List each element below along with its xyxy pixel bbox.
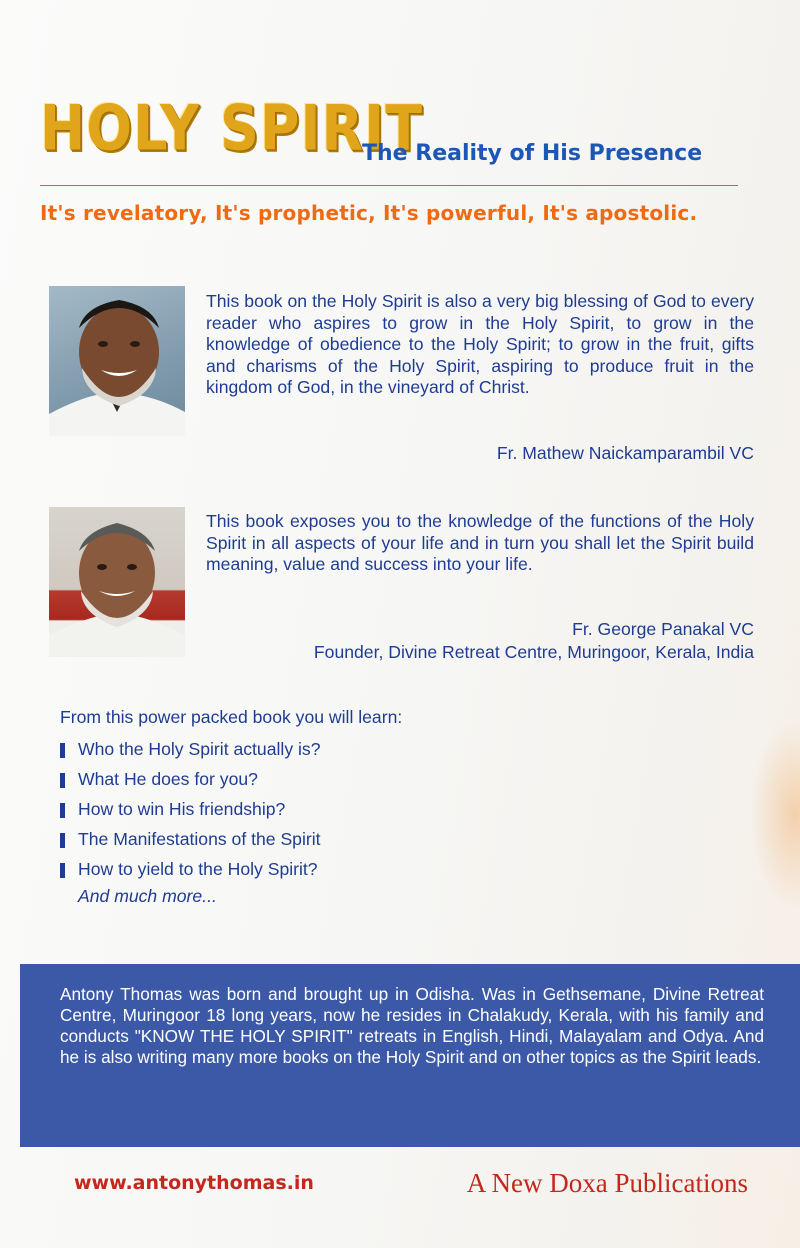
endorsement-name-1: Fr. Mathew Naickamparambil VC xyxy=(496,443,754,463)
bullet-icon xyxy=(60,863,65,878)
list-item: What He does for you? xyxy=(58,769,321,799)
endorsement-name-2: Fr. George Panakal VC xyxy=(572,619,754,639)
learn-intro: From this power packed book you will learn: xyxy=(60,707,403,727)
endorsement-quote-1: This book on the Holy Spirit is also a very big blessing of God to every reader who aspires to grow in the Holy Spirit, to grow in the knowledge of obedience to the Holy Spirit; to grow in the fruit, gifts and charisms of the Holy Spirit, aspiring to produce fruit in the kingdom of God, in the vineyard of Christ. xyxy=(206,291,754,398)
bullet-icon xyxy=(60,833,65,848)
book-subtitle: The Reality of His Presence xyxy=(362,141,703,166)
list-item: The Manifestations of the Spirit xyxy=(58,829,321,859)
author-photo-mathew xyxy=(49,286,185,436)
header-divider xyxy=(40,185,738,186)
author-bio-band xyxy=(20,964,800,1147)
publisher-name: A New Doxa Publications xyxy=(466,1168,748,1198)
bullet-icon xyxy=(60,743,65,758)
author-bio: Antony Thomas was born and brought up in Odisha. Was in Gethsemane, Divine Retreat Centre, Muringoor 18 long years, now he resides in Chalakudy, Kerala, with his family and conducts "KNOW THE HOLY SPIRIT" retreats in English, Hindi, Malayalam and Odya. And he is also writing many more books on the Holy Spirit and on other topics as the Spirit leads. xyxy=(60,984,764,1067)
endorsement-quote-2: This book exposes you to the knowledge of the functions of the Holy Spirit in all aspects of your life and in turn you shall let the Spirit build meaning, value and success into your life. xyxy=(206,511,754,575)
list-item: Who the Holy Spirit actually is? xyxy=(58,739,321,769)
and-much-more: And much more... xyxy=(78,886,217,906)
list-item: How to win His friendship? xyxy=(58,799,321,829)
author-photo-george xyxy=(49,507,185,657)
website-link[interactable]: www.antonythomas.in xyxy=(74,1172,314,1194)
learn-list xyxy=(58,739,321,889)
endorsement-role-2: Founder, Divine Retreat Centre, Muringoor, Kerala, India xyxy=(313,642,754,662)
book-title: HOLY SPIRIT xyxy=(40,92,424,165)
background-glow xyxy=(750,720,800,910)
bullet-icon xyxy=(60,773,65,788)
bullet-icon xyxy=(60,803,65,818)
list-item: How to yield to the Holy Spirit? xyxy=(58,859,321,889)
header xyxy=(40,92,740,172)
tagline: It's revelatory, It's prophetic, It's powerful, It's apostolic. xyxy=(40,201,698,225)
